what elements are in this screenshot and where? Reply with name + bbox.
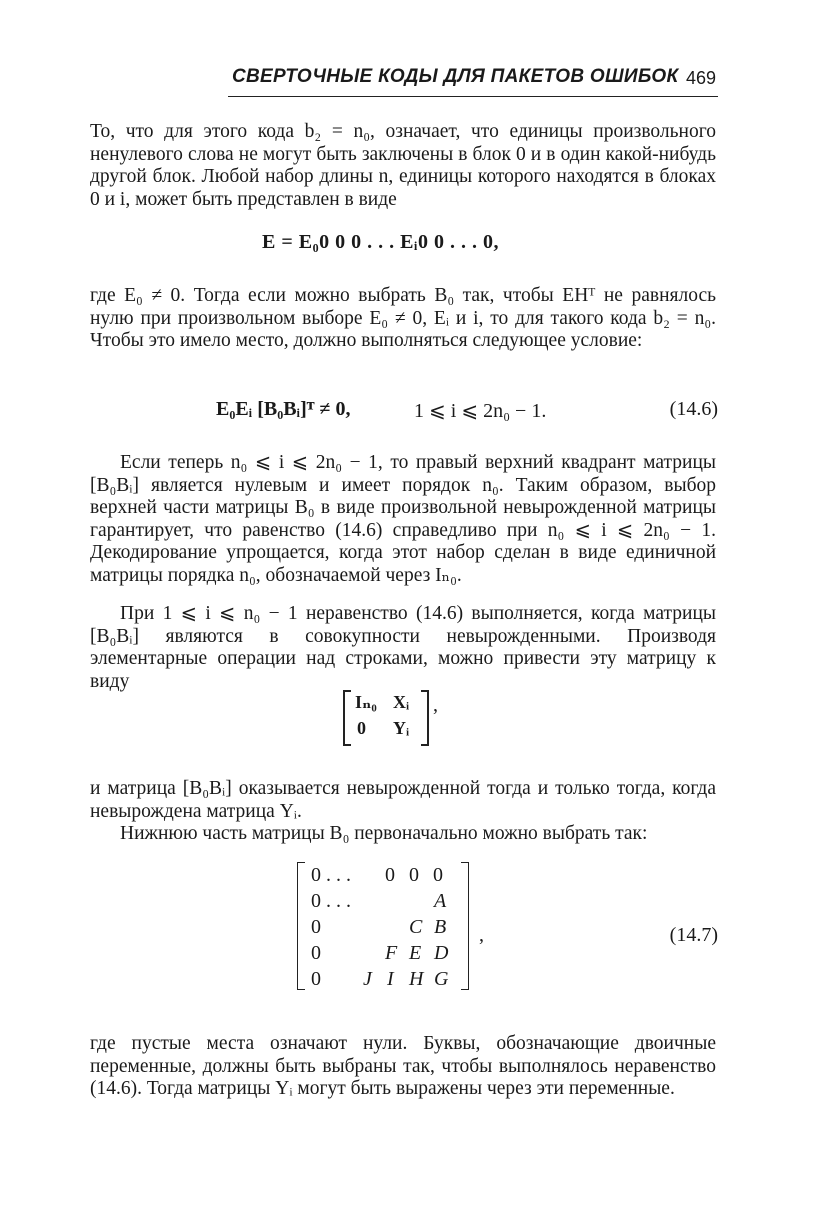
- page-number: 469: [685, 68, 716, 88]
- matrix-cell: H: [409, 968, 424, 990]
- matrix-cell: C: [409, 916, 423, 938]
- left-bracket: [343, 690, 351, 746]
- paragraph-4: При 1 ⩽ i ⩽ n₀ − 1 неравенство (14.6) выполняется, когда матрицы [B₀Bᵢ] являются в совокупности невырожденными. Производя элементарные операции над строками, можно привести эту матрицу к виду: [90, 603, 716, 692]
- matrix-cell: D: [434, 942, 449, 964]
- paragraph-1: То, что для этого кода b₂ = n₀, означает, что единицы произвольного ненулевого слова не могут быть заключены в блок 0 и в один какой-нибудь другой блок. Любой набор длины n, единицы которого находятся в блоках 0 и i, может быть представлен в виде: [90, 121, 716, 210]
- matrix-cell: 0: [409, 864, 419, 886]
- chapter-title: СВЕРТОЧНЫЕ КОДЫ ДЛЯ ПАКЕТОВ ОШИБОК: [232, 66, 679, 87]
- matrix-cell: E: [409, 942, 422, 964]
- matrix-cell: 0 . . .: [311, 890, 351, 912]
- matrix-14-7: [297, 862, 484, 990]
- matrix-cell: 0: [357, 718, 366, 738]
- matrix-cell: Iₙ₀: [355, 692, 377, 712]
- matrix-cell: Yᵢ: [393, 718, 410, 738]
- running-header: [228, 62, 718, 97]
- left-bracket: [297, 862, 305, 990]
- matrix-cell: 0: [433, 864, 443, 886]
- right-bracket: [461, 862, 469, 990]
- equation-error-pattern: E = E₀0 0 0 . . . Eᵢ0 0 . . . 0,: [262, 231, 499, 253]
- equation-number-14-7: (14.7): [669, 924, 718, 946]
- equation-number-14-6: (14.6): [669, 398, 718, 420]
- matrix-punctuation: ,: [433, 694, 438, 716]
- matrix-cell: B: [434, 916, 447, 938]
- matrix-cell: 0 . . .: [311, 864, 351, 886]
- paragraph-5: и матрица [B₀Bᵢ] оказывается невырожденной тогда и только тогда, когда невырождена матрица Yᵢ.: [90, 778, 716, 822]
- matrix-cell: A: [434, 890, 447, 912]
- paragraph-2: где E₀ ≠ 0. Тогда если можно выбрать B₀ так, чтобы EHᵀ не равнялось нулю при произвольном выборе E₀ ≠ 0, Eᵢ и i, то для такого кода b₂ = n₀. Чтобы это имело место, должно выполняться следующее условие:: [90, 285, 716, 351]
- paragraph-7: где пустые места означают нули. Буквы, обозначающие двоичные переменные, должны быть выбраны так, чтобы выполнялось неравенство (14.6). Тогда матрицы Yᵢ могут быть выражены через эти переменные.: [90, 1033, 716, 1099]
- matrix-cell: 0: [311, 942, 321, 964]
- paragraph-6: Нижнюю часть матрицы B₀ первоначально можно выбрать так:: [120, 823, 648, 844]
- matrix-punctuation: ,: [479, 924, 484, 946]
- equation-14-6: E₀Eᵢ [B₀Bᵢ]ᵀ ≠ 0,: [216, 398, 351, 420]
- matrix-cell: 0: [311, 968, 321, 990]
- matrix-cell: F: [385, 942, 398, 964]
- equation-14-6-condition: 1 ⩽ i ⩽ 2n₀ − 1.: [414, 400, 547, 422]
- matrix-cell: I: [387, 968, 394, 990]
- right-bracket: [421, 690, 429, 746]
- paragraph-3: Если теперь n₀ ⩽ i ⩽ 2n₀ − 1, то правый верхний квадрант матрицы [B₀Bᵢ] является нулевым и имеет порядок n₀. Таким образом, выбор верхней части матрицы B₀ в виде произвольной невырожденной матрицы гарантирует, что равенство (14.6) справедливо при n₀ ⩽ i ⩽ 2n₀ − 1. Декодирование упрощается, когда этот набор сделан в виде единичной матрицы порядка n₀, обозначаемой через Iₙ₀.: [90, 452, 716, 586]
- matrix-cell: J: [363, 968, 372, 990]
- matrix-cell: 0: [311, 916, 321, 938]
- block-matrix: [343, 690, 438, 748]
- matrix-cell: G: [434, 968, 449, 990]
- matrix-cell: 0: [385, 864, 395, 886]
- matrix-cell: Xᵢ: [393, 692, 410, 712]
